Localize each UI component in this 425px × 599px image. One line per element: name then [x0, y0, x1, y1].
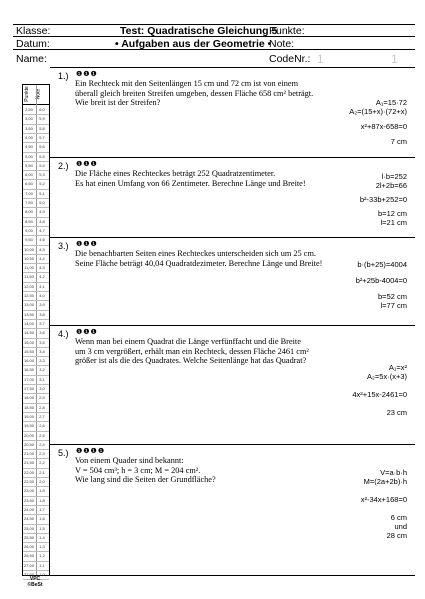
score-grade-cell: 4,3 — [39, 265, 45, 271]
score-grade-cell: 4,4 — [39, 255, 45, 261]
solution-line: b=12 cm — [378, 209, 407, 218]
score-table-row-line — [23, 282, 49, 283]
score-table-row-line — [23, 551, 49, 552]
score-points-cell: 4,50 — [25, 144, 33, 150]
score-points-cell: 15,00 — [23, 339, 34, 345]
score-table-row-line — [23, 198, 49, 199]
score-points-cell: 21,00 — [23, 451, 34, 457]
score-table-row-line — [23, 505, 49, 506]
score-grade-cell: 1,9 — [39, 488, 45, 494]
score-grade-cell: 5,8 — [39, 125, 45, 131]
solution-line: M=(2a+2b)·h — [363, 477, 407, 486]
exercise-text — [75, 79, 325, 108]
score-table-row-line — [23, 412, 49, 413]
score-points-cell: 25,00 — [23, 525, 34, 531]
score-points-cell: 12,50 — [23, 293, 34, 298]
score-grade-cell: 5,6 — [39, 144, 45, 150]
solution-line: A₂=(15+x)·(72+x) — [349, 107, 407, 116]
score-points-cell: 20,50 — [23, 441, 34, 447]
score-grade-cell: 2,5 — [39, 432, 45, 438]
score-grade-cell: 5,9 — [39, 116, 45, 122]
score-grade-cell: 1,5 — [39, 525, 45, 531]
score-points-cell: 27,50 — [23, 572, 34, 577]
task-line: um 3 cm vergrößert, erhält man ein Rechteck, dessen Fläche 2461 cm² — [75, 346, 309, 356]
score-grade-cell: 4,1 — [39, 283, 45, 289]
datum-label: Datum: — [16, 38, 50, 50]
solution-line: 4x²+15x-2461=0 — [352, 390, 407, 399]
task-line: Es hat einen Umfang von 66 Zentimeter. Berechne Länge und Breite! — [75, 178, 306, 188]
solution-line: l=21 cm — [380, 218, 407, 227]
score-grade-cell: 2,9 — [39, 395, 45, 401]
score-points-cell: 11,50 — [24, 274, 34, 280]
score-points-cell: 7,50 — [25, 200, 33, 205]
score-table-row-line — [23, 524, 49, 525]
score-table-row-line — [23, 570, 49, 571]
logo-line-1: VPC — [29, 576, 41, 582]
exercise-text — [75, 456, 325, 485]
punkte-label: Punkte: — [269, 25, 305, 37]
score-table-row-line — [23, 291, 49, 292]
test-title: Test: Quadratische Gleichung 5 — [120, 25, 278, 37]
score-table-row-line — [23, 272, 49, 273]
score-grade-cell: 5,5 — [39, 153, 45, 159]
score-grade-cell: 4,6 — [39, 237, 45, 243]
score-points-cell: 15,50 — [23, 348, 34, 354]
exercise-5 — [50, 444, 415, 576]
score-points-cell: 9,00 — [25, 227, 33, 233]
score-points-cell: 5,00 — [25, 153, 33, 159]
score-table-row-line — [23, 533, 49, 534]
score-grade-cell: 1,4 — [39, 534, 45, 540]
score-grade-cell: 2,1 — [39, 469, 45, 475]
score-table-row-line — [23, 189, 49, 190]
score-table-row-line — [23, 142, 49, 143]
solution — [360, 172, 407, 227]
codenr-label: CodeNr.: — [269, 53, 311, 65]
score-points-cell: 3,50 — [25, 125, 33, 131]
score-grade-cell: 3,2 — [39, 367, 45, 373]
task-line: Von einem Quader sind bekannt: — [75, 456, 184, 465]
exercise-number: 3.) — [58, 241, 69, 251]
score-points-cell: 23,50 — [23, 497, 34, 503]
codenr-value-right: 1 — [391, 52, 398, 66]
score-grade-cell: 3,1 — [39, 376, 45, 382]
exercise-number: 5.) — [58, 448, 69, 458]
score-table-row-line — [23, 375, 49, 376]
score-table-row-line — [23, 300, 49, 301]
score-grade-cell: 4,2 — [39, 274, 45, 280]
punkte-column-header: Punkte — [23, 86, 30, 102]
score-grade-cell: 2,4 — [39, 441, 45, 447]
difficulty-dots: ❶❶❶ — [76, 329, 98, 336]
score-table-row-line — [23, 114, 49, 115]
task-line: größer ist als die des Quadrates. Welche Seitenlänge hat das Quadrat? — [75, 356, 307, 365]
score-grade-cell: 2,8 — [39, 404, 45, 410]
codenr-value: 1 — [317, 52, 324, 66]
solution-line: l=77 cm — [380, 301, 407, 310]
score-table-row-line — [23, 393, 49, 394]
score-table-row-line — [23, 468, 49, 469]
score-points-cell: 16,00 — [23, 358, 34, 364]
score-grade-cell: 3,5 — [39, 339, 45, 345]
score-table-row-line — [23, 124, 49, 125]
score-grade-cell: 5,7 — [39, 134, 45, 140]
task-line: Wie lang sind die Seiten der Grundfläche? — [75, 475, 216, 484]
score-points-cell: 8,50 — [25, 218, 33, 224]
score-table-row-line — [23, 338, 49, 339]
score-points-cell: 19,50 — [23, 423, 34, 429]
score-table-row-line — [23, 356, 49, 357]
score-grade-cell: 2,2 — [39, 460, 45, 466]
score-points-cell: 11,00 — [24, 265, 34, 271]
solution-line: 2l+2b=66 — [375, 181, 407, 190]
score-table-row-line — [23, 245, 49, 246]
score-points-cell: 22,50 — [23, 479, 34, 484]
score-grade-cell: 1,1 — [39, 562, 45, 568]
score-table-row-line — [23, 458, 49, 459]
score-table-row-line — [23, 384, 49, 385]
exercise-1 — [50, 67, 415, 158]
score-grade-cell: 3,3 — [39, 358, 45, 364]
score-points-cell: 12,00 — [23, 283, 34, 289]
difficulty-dots: ❶❶❶ — [76, 161, 98, 168]
score-table-row-line — [23, 133, 49, 134]
score-points-cell: 6,50 — [25, 181, 33, 187]
score-points-cell: 26,00 — [23, 544, 34, 550]
score-table-row-line — [23, 431, 49, 432]
score-table-row-line — [23, 347, 49, 348]
score-table-row-line — [23, 421, 49, 422]
note-column-header: Note — [35, 88, 42, 100]
score-table-row-line — [23, 496, 49, 497]
score-points-cell: 8,00 — [25, 209, 33, 215]
score-table-row-line — [23, 152, 49, 153]
score-points-cell: 13,00 — [23, 302, 34, 308]
score-points-cell: 3,00 — [25, 116, 33, 122]
solution-line: b²-33b+252=0 — [359, 195, 407, 204]
solution — [349, 98, 407, 146]
score-points-cell: 20,00 — [23, 432, 34, 438]
logo-line-2: ©BeSt — [27, 582, 43, 588]
score-grade-cell: 1,8 — [39, 497, 45, 503]
score-points-cell: 26,50 — [23, 553, 34, 559]
score-grade-cell: 4,5 — [39, 246, 45, 252]
name-label: Name: — [16, 53, 47, 65]
klasse-label: Klasse: — [16, 25, 51, 37]
solution-line: A₁=15·72 — [375, 98, 407, 107]
score-grade-cell: 3,9 — [39, 302, 45, 308]
score-grade-cell: 3,0 — [39, 386, 45, 391]
score-points-cell: 6,00 — [25, 172, 33, 178]
score-grade-cell: 4,0 — [39, 293, 45, 298]
solution-line: 28 cm — [386, 531, 407, 540]
difficulty-dots: ❶❶❶ — [76, 241, 98, 248]
task-line: Die Fläche eines Rechteckes beträgt 252 Quadratzentimeter. — [75, 169, 276, 178]
score-points-cell: 9,50 — [25, 237, 33, 243]
score-points-cell: 4,00 — [25, 134, 33, 140]
score-points-cell: 10,50 — [23, 255, 34, 261]
score-points-cell: 16,50 — [23, 367, 34, 373]
solution-line: 7 cm — [390, 137, 407, 146]
score-points-cell: 10,00 — [23, 246, 34, 252]
score-points-cell: 27,00 — [23, 562, 34, 568]
score-grade-cell: 2,7 — [39, 413, 45, 419]
score-grade-cell: 1,2 — [39, 553, 45, 559]
score-points-cell: 21,50 — [23, 460, 34, 466]
solution — [361, 468, 407, 540]
score-points-cell: 18,00 — [23, 395, 34, 401]
score-grade-cell: 2,3 — [39, 451, 45, 457]
difficulty-dots: ❶❶❶❶ — [76, 448, 106, 455]
score-table-row-line — [23, 440, 49, 441]
solution-line: A₂=5x·(x+3) — [366, 372, 407, 381]
exercise-text — [75, 249, 345, 268]
score-points-cell: 25,50 — [23, 534, 34, 540]
score-table-row-line — [23, 170, 49, 171]
solution-line: x²+87x-658=0 — [360, 122, 407, 131]
score-table-row-line — [23, 514, 49, 515]
score-points-cell: 23,00 — [23, 488, 34, 494]
score-points-cell: 14,50 — [23, 330, 34, 336]
solution-line: 6 cm — [390, 513, 407, 522]
exercise-3 — [50, 237, 415, 326]
score-table-row-line — [23, 207, 49, 208]
solution-line: b·(b+25)=4004 — [357, 260, 407, 269]
score-table-row-line — [23, 319, 49, 320]
score-grade-cell: 3,4 — [39, 348, 45, 354]
score-table-row-line — [23, 542, 49, 543]
score-grade-cell: 4,7 — [39, 227, 45, 233]
score-points-cell: 17,00 — [23, 376, 34, 382]
score-points-cell: 5,50 — [25, 162, 33, 168]
score-grade-cell: 5,4 — [39, 162, 45, 168]
exercise-2 — [50, 157, 415, 238]
score-grade-cell: 1,7 — [39, 506, 45, 512]
score-grade-cell: 2,6 — [39, 423, 45, 429]
exercise-text — [75, 169, 325, 188]
solution-line: x²-34x+168=0 — [360, 495, 407, 504]
score-grade-cell: 5,3 — [39, 172, 45, 178]
score-table-row-line — [23, 235, 49, 236]
exercise-number: 4.) — [58, 329, 69, 339]
score-grade-cell: 5,0 — [39, 200, 45, 205]
score-table-row-line — [23, 226, 49, 227]
solution — [352, 363, 407, 417]
solution-line: V=a·b·h — [380, 468, 407, 477]
score-table-row-line — [23, 310, 49, 311]
exercise-4 — [50, 325, 415, 445]
score-points-cell: 19,00 — [23, 413, 34, 419]
score-points-cell: 17,50 — [23, 386, 34, 391]
score-points-cell: 14,00 — [23, 320, 34, 326]
score-grade-cell: 1,6 — [39, 516, 45, 522]
solution-line: b=52 cm — [378, 292, 407, 301]
score-grade-cell: 3,8 — [39, 311, 45, 317]
solution — [356, 260, 407, 310]
header — [13, 24, 415, 70]
note-label: Note: — [269, 38, 295, 50]
score-points-cell: 2,50 — [25, 107, 33, 112]
score-table-row-line — [23, 365, 49, 366]
score-points-cell: 13,50 — [23, 311, 34, 317]
score-grade-cell: 1,0 — [39, 572, 45, 577]
score-table-row-line — [23, 477, 49, 478]
score-grade-cell: 3,7 — [39, 320, 45, 326]
score-table-row-line — [23, 561, 49, 562]
task-line: Seine Fläche beträgt 40,04 Quadratdezimeter. Berechne Länge und Breite! — [75, 258, 323, 268]
solution-line: 23 cm — [386, 408, 407, 417]
exercise-number: 2.) — [58, 161, 69, 171]
score-table-row-line — [23, 328, 49, 329]
score-grade-table — [22, 84, 50, 576]
score-grade-cell: 2,0 — [39, 479, 45, 484]
solution-line: l·b=252 — [381, 172, 407, 181]
score-points-cell: 24,00 — [23, 506, 34, 512]
score-points-cell: 22,00 — [23, 469, 34, 475]
test-subtitle: • Aufgaben aus der Geometrie • — [115, 38, 272, 50]
solution-line: A₁=x² — [388, 363, 407, 372]
task-line: Wie breit ist der Streifen? — [75, 98, 161, 107]
difficulty-dots: ❶❶❶ — [76, 71, 98, 78]
score-table-row-line — [23, 254, 49, 255]
score-points-cell: 7,00 — [25, 190, 33, 196]
score-grade-cell: 1,3 — [39, 544, 45, 550]
score-grade-cell: 4,8 — [39, 218, 45, 224]
score-grade-cell: 5,1 — [39, 190, 45, 196]
publisher-logo — [22, 576, 48, 588]
solution-line: b²+25b-4004=0 — [355, 276, 407, 285]
score-grade-cell: 6,0 — [39, 107, 45, 112]
exercise-number: 1.) — [58, 71, 69, 81]
score-table-row-line — [23, 486, 49, 487]
score-table-row-line — [23, 263, 49, 264]
score-grade-cell: 4,9 — [39, 209, 45, 215]
score-table-row-line — [23, 179, 49, 180]
score-table-row-line — [23, 161, 49, 162]
task-line: V = 504 cm³; h = 3 cm; M = 204 cm². — [75, 465, 201, 475]
solution-line: und — [394, 522, 407, 531]
score-points-cell: 18,50 — [23, 404, 34, 410]
score-grade-cell: 3,6 — [39, 330, 45, 336]
task-line: Ein Rechteck mit den Seitenlängen 15 cm und 72 cm ist von einem — [75, 79, 299, 88]
score-grade-cell: 5,2 — [39, 181, 45, 187]
task-line: Wenn man bei einem Quadrat die Länge verfünffacht und die Breite — [75, 337, 301, 346]
task-line: Die benachbarten Seiten eines Rechteckes unterscheiden sich um 25 cm. — [75, 249, 316, 258]
task-line: überall gleich breiten Streifen umgeben, dessen Fläche 658 cm² beträgt. — [75, 88, 314, 98]
score-table-row-line — [23, 449, 49, 450]
score-points-cell: 24,50 — [23, 516, 34, 522]
score-table-row-line — [23, 217, 49, 218]
score-table-row-line — [23, 403, 49, 404]
exercise-text — [75, 337, 340, 366]
